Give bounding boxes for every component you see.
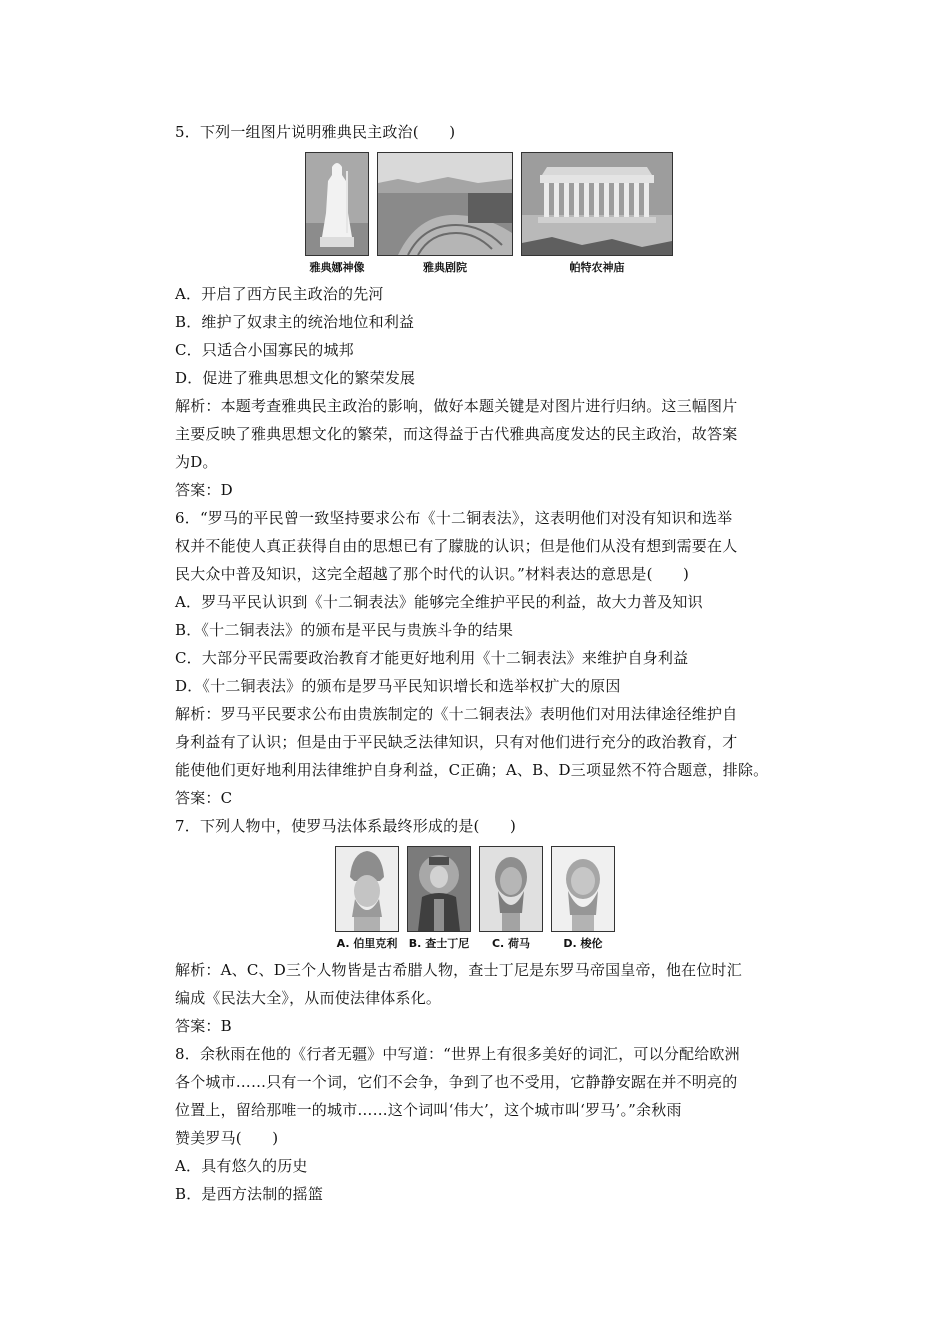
q5-answer: 答案：D — [175, 481, 233, 499]
caption-justinian: B. 查士丁尼 — [408, 937, 470, 950]
q6-stem-line: 民大众中普及知识，这完全超越了那个时代的认识。”材料表达的意思是( ) — [175, 565, 690, 583]
q6-option-c: C．大部分平民需要政治教育才能更好地利用《十二铜表法》来维护自身利益 — [175, 649, 689, 667]
parthenon-figure — [521, 152, 673, 275]
q5-analysis-line: 为D。 — [175, 453, 218, 471]
q7-analysis-line: 编成《民法大全》，从而使法律体系化。 — [175, 989, 442, 1007]
athens-theater-figure — [377, 152, 513, 275]
athens-theater-image — [377, 152, 513, 256]
q5-option-d: D．促进了雅典思想文化的繁荣发展 — [175, 369, 416, 387]
q7-figure — [335, 846, 815, 956]
q6-answer: 答案：C — [175, 789, 233, 807]
q6-stem-line: 权并不能使人真正获得自由的思想已有了朦胧的认识；但是他们从没有想到需要在人 — [175, 537, 738, 555]
q5-stem: 5．下列一组图片说明雅典民主政治( ) — [175, 123, 456, 141]
q6-analysis-line: 能使他们更好地利用法律维护自身利益，C正确；A、B、D三项显然不符合题意，排除。 — [175, 761, 769, 779]
q7-answer: 答案：B — [175, 1017, 232, 1035]
q5-analysis-line: 主要反映了雅典思想文化的繁荣，而这得益于古代雅典高度发达的民主政治，故答案 — [175, 425, 738, 443]
q8-option-b: B．是西方法制的摇篮 — [175, 1185, 324, 1203]
caption-parthenon: 帕特农神庙 — [569, 261, 625, 274]
q8-stem-line: 各个城市……只有一个词，它们不会争，争到了也不受用，它静静安踞在并不明亮的 — [175, 1073, 738, 1091]
q8-stem-line: 位置上，留给那唯一的城市……这个词叫‘伟大’，这个城市叫‘罗马’。”余秋雨 — [175, 1101, 682, 1119]
athena-statue-image — [305, 152, 369, 256]
caption-homer: C. 荷马 — [491, 937, 531, 950]
q8-stem-line: 8．余秋雨在他的《行者无疆》中写道：“世界上有很多美好的词汇，可以分配给欧洲 — [175, 1045, 740, 1063]
pericles-image — [335, 846, 399, 932]
q7-analysis-line: 解析：A、C、D三个人物皆是古希腊人物，查士丁尼是东罗马帝国皇帝，他在位时汇 — [175, 961, 742, 979]
homer-figure — [479, 846, 543, 951]
caption-solon: D. 梭伦 — [563, 937, 603, 950]
justinian-figure — [407, 846, 471, 951]
caption-athens-theater: 雅典剧院 — [423, 261, 467, 274]
q5-option-c: C．只适合小国寡民的城邦 — [175, 341, 354, 359]
q5-option-b: B．维护了奴隶主的统治地位和利益 — [175, 313, 415, 331]
document-page — [175, 118, 815, 1208]
athena-statue-figure — [305, 152, 369, 275]
q6-stem-line: 6．“罗马的平民曾一致坚持要求公布《十二铜表法》，这表明他们对没有知识和选举 — [175, 509, 733, 527]
caption-pericles: A. 伯里克利 — [336, 937, 398, 950]
solon-figure — [551, 846, 615, 951]
q6-option-a: A．罗马平民认识到《十二铜表法》能够完全维护平民的利益，故大力普及知识 — [175, 593, 703, 611]
q6-analysis-line: 解析：罗马平民要求公布由贵族制定的《十二铜表法》表明他们对用法律途径维护自 — [175, 705, 738, 723]
q6-analysis-line: 身利益有了认识；但是由于平民缺乏法律知识，只有对他们进行充分的政治教育，才 — [175, 733, 738, 751]
q8-option-a: A．具有悠久的历史 — [175, 1157, 308, 1175]
pericles-figure — [335, 846, 399, 951]
caption-athena-statue: 雅典娜神像 — [309, 261, 365, 274]
homer-image — [479, 846, 543, 932]
solon-image — [551, 846, 615, 932]
q5-analysis-line: 解析：本题考查雅典民主政治的影响，做好本题关键是对图片进行归纳。这三幅图片 — [175, 397, 738, 415]
q6-option-d: D．《十二铜表法》的颁布是罗马平民知识增长和选举权扩大的原因 — [175, 677, 621, 695]
justinian-image — [407, 846, 471, 932]
q8-stem-line: 赞美罗马( ) — [175, 1129, 279, 1147]
q5-option-a: A．开启了西方民主政治的先河 — [175, 285, 384, 303]
q7-stem: 7．下列人物中，使罗马法体系最终形成的是( ) — [175, 817, 517, 835]
parthenon-image — [521, 152, 673, 256]
q5-figure — [305, 152, 815, 280]
q6-option-b: B．《十二铜表法》的颁布是平民与贵族斗争的结果 — [175, 621, 514, 639]
